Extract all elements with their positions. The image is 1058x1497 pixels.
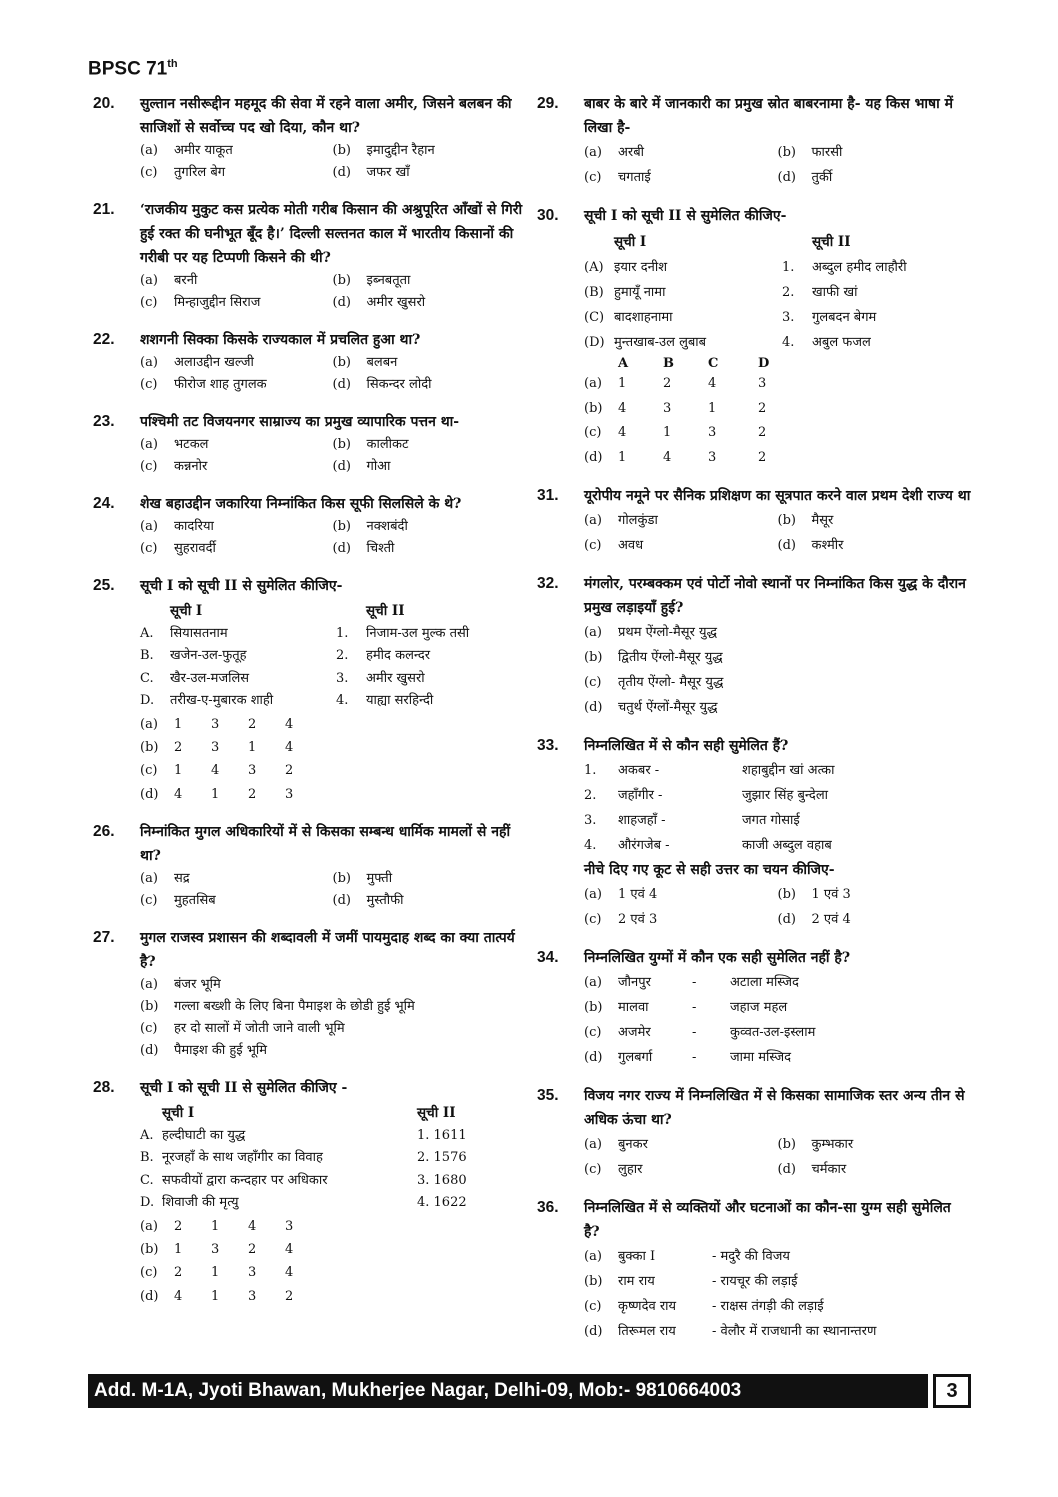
- question-text: सूची I को सूची II से सुमेलित कीजिए-: [140, 578, 343, 594]
- match-row: C. सफवीयों द्वारा कन्दहार पर अधिकार 3. 1680: [140, 1172, 467, 1188]
- list-1-heading: सूची I: [170, 603, 203, 619]
- question-number: 28.: [93, 1079, 115, 1097]
- question-text: निम्नांकित मुगल अधिकारियों में से किसका सम्बन्ध धार्मिक मामलों से नहीं था?: [140, 824, 511, 865]
- question-number: 32.: [537, 575, 559, 592]
- option-d: (d) गोआ: [332, 459, 391, 474]
- pair-list: [584, 758, 971, 858]
- code-c: (c) 1 4 3 2: [140, 763, 294, 779]
- match-row: B. नूरजहाँ के साथ जहाँगीर का विवाह 2. 1576: [140, 1150, 467, 1166]
- option-b: (b) नक्शबंदी: [332, 519, 408, 534]
- options: [584, 620, 971, 720]
- question-text: सुल्तान नसीरूद्दीन महमूद की सेवा में रहने वाला अमीर, जिसने बलबन की साजिशों से सर्वोच्च पद खो दिया, कौन था?: [140, 96, 512, 136]
- options: [140, 868, 525, 912]
- option-d: (d) चर्मकार: [777, 1162, 847, 1177]
- question-number: 26.: [93, 823, 115, 841]
- question-text: बाबर के बारे में जानकारी का प्रमुख स्रोत बाबरनामा है- यह किस भाषा में लिखा है-: [584, 96, 953, 136]
- question-number: 29.: [537, 95, 559, 112]
- options: [140, 270, 525, 314]
- option-d: (d) सिकन्दर लोदी: [332, 377, 432, 392]
- option-c: (c) चगताई: [584, 170, 651, 185]
- option-c: (c) हर दो सालों में जोती जाने वाली भूमि: [140, 1021, 345, 1037]
- option-a: (a) जौनपुर - अटाला मस्जिद: [584, 975, 799, 990]
- question-27: [93, 926, 525, 1062]
- question-22: [93, 328, 525, 396]
- code-a: (a) 1 3 2 4: [140, 716, 294, 732]
- option-d: (d) गुलबर्गा - जामा मस्जिद: [584, 1050, 792, 1065]
- question-36: [537, 1196, 971, 1344]
- option-a: (a) सद्र: [140, 871, 190, 887]
- question-number: 35.: [537, 1087, 559, 1104]
- match-row: B. खजेन-उल-फुतूह 2. हमीद कलन्दर: [140, 648, 431, 663]
- question-31: [537, 484, 971, 558]
- question-34: [537, 946, 971, 1070]
- options: [584, 508, 971, 558]
- question-text: सूची I को सूची II से सुमेलित कीजिए-: [584, 208, 787, 224]
- options: [584, 140, 971, 190]
- question-text: मुगल राजस्व प्रशासन की शब्दावली में जमीं पायमुदाह शब्द का क्या तात्पर्य है?: [140, 930, 515, 971]
- option-d: (d) जफर खाँ: [332, 165, 410, 180]
- option-b: (b) फारसी: [777, 145, 843, 160]
- options: [584, 882, 971, 932]
- option-b: (b) बलबन: [332, 355, 398, 370]
- option-a: (a) गोलकुंडा: [584, 513, 658, 528]
- code-a: (a) 2 1 4 3: [140, 1218, 294, 1234]
- pair-row: 4. औरंगजेब - काजी अब्दुल वहाब: [584, 838, 832, 853]
- page-number: 3: [933, 1374, 971, 1408]
- question-number: 34.: [537, 949, 559, 966]
- code-c: (c) 2 1 3 4: [140, 1265, 294, 1281]
- question-text: यूरोपीय नमूने पर सैनिक प्रशिक्षण का सूत्रपात करने वाल प्रथम देशी राज्य था: [584, 488, 971, 504]
- question-text: सूची I को सूची II से सुमेलित कीजिए -: [140, 1080, 348, 1097]
- option-b: (b) इब्नबतूता: [332, 273, 411, 288]
- question-21: [93, 198, 525, 314]
- pair-row: 2. जहाँगीर - जुझार सिंह बुन्देला: [584, 788, 829, 803]
- match-row: C. खैर-उल-मजलिस 3. अमीर खुसरो: [140, 670, 425, 686]
- question-text: पश्चिमी तट विजयनगर साम्राज्य का प्रमुख व्यापारिक पत्तन था-: [140, 414, 460, 430]
- question-text: शशगनी सिक्का किसके राज्यकाल में प्रचलित हुआ था?: [140, 332, 421, 348]
- match-table: [584, 230, 971, 355]
- left-column: [93, 92, 525, 1322]
- option-c: (c) तुगरिल बेग: [140, 165, 226, 180]
- question-text: शेख बहाउद्दीन जकारिया निम्नांकित किस सूफी सिलसिले के थे?: [140, 496, 462, 512]
- question-number: 31.: [537, 487, 559, 504]
- option-d: (d) कश्मीर: [777, 538, 844, 553]
- option-a: (a) बरनी: [140, 273, 198, 288]
- options: [140, 516, 525, 560]
- question-text: निम्नलिखित युग्मों में कौन एक सही सुमेलित नहीं है?: [584, 950, 851, 966]
- options: [140, 140, 525, 184]
- question-number: 33.: [537, 737, 559, 754]
- question-number: 36.: [537, 1199, 559, 1216]
- list-2-heading: सूची II: [812, 234, 851, 250]
- question-24: [93, 492, 525, 560]
- option-d: (d) 2 एवं 4: [777, 912, 851, 927]
- option-a: (a) कादरिया: [140, 519, 214, 534]
- code-c: (c) 4 1 3 2: [584, 425, 767, 440]
- option-c: (c) 2 एवं 3: [584, 912, 658, 927]
- option-d: (d) चतुर्थ ऐंग्लों-मैसूर युद्ध: [584, 700, 718, 715]
- option-c: (c) सुहरावर्दी: [140, 541, 216, 556]
- options: [140, 352, 525, 396]
- option-b: (b) द्वितीय ऐंग्लो-मैसूर युद्ध: [584, 650, 723, 665]
- question-number: 25.: [93, 577, 115, 594]
- question-number: 23.: [93, 413, 115, 430]
- option-a: (a) बुक्का I - मदुरै की विजय: [584, 1249, 790, 1264]
- options: [140, 434, 525, 478]
- question-number: 30.: [537, 207, 559, 224]
- question-number: 27.: [93, 929, 115, 947]
- question-29: [537, 92, 971, 190]
- option-a: (a) बुनकर: [584, 1137, 648, 1152]
- option-c: (c) अवध: [584, 538, 644, 553]
- question-26: [93, 820, 525, 912]
- option-d: (d) तिरूमल राय - वेलौर में राजधानी का स्थानान्तरण: [584, 1324, 877, 1339]
- code-b: (b) 4 3 1 2: [584, 400, 767, 416]
- pair-list: [584, 970, 971, 1070]
- pair-row: 3. शाहजहाँ - जगत गोसाई: [584, 813, 800, 828]
- match-table: [140, 1102, 525, 1215]
- match-row: D. शिवाजी की मृत्यु 4. 1622: [140, 1195, 467, 1211]
- option-c: (c) मुहतसिब: [140, 893, 216, 909]
- match-row: (A) इयार दनीश 1. अब्दुल हमीद लाहौरी: [584, 260, 907, 275]
- option-c: (c) लुहार: [584, 1162, 643, 1177]
- option-c: (c) कृष्णदेव राय - राक्षस तंगड़ी की लड़ाई: [584, 1299, 824, 1314]
- question-35: [537, 1084, 971, 1182]
- right-column: [537, 92, 971, 1358]
- question-28: [93, 1076, 525, 1308]
- question-text: निम्नलिखित में से व्यक्तियों और घटनाओं का कौन-सा युग्म सही सुमेलित है?: [584, 1200, 951, 1240]
- option-d: (d) अमीर खुसरो: [332, 295, 426, 310]
- option-c: (c) कन्ननोर: [140, 459, 208, 474]
- code-heading: A B C D: [618, 356, 770, 371]
- match-row: (C) बादशाहनामा 3. गुलबदन बेगम: [584, 310, 877, 325]
- option-c: (c) फीरोज शाह तुगलक: [140, 377, 267, 392]
- match-row: (B) हुमायूँ नामा 2. खाफी खां: [584, 285, 858, 300]
- match-row: A. हल्दीघाटी का युद्ध 1. 1611: [140, 1127, 467, 1143]
- match-row: A. सियासतनाम 1. निजाम-उल मुल्क तसी: [140, 625, 470, 641]
- question-33: [537, 734, 971, 932]
- option-a: (a) अमीर याकूत: [140, 143, 233, 158]
- option-a: (a) अरबी: [584, 145, 645, 160]
- option-a: (a) 1 एवं 4: [584, 887, 658, 902]
- options: [140, 974, 525, 1062]
- option-d: (d) तुर्की: [777, 170, 833, 185]
- answer-codes: [140, 1215, 525, 1309]
- option-a: (a) भटकल: [140, 437, 209, 452]
- page-header: [88, 58, 178, 80]
- exam-title: BPSC 71: [88, 58, 168, 80]
- question-text: निम्नलिखित में से कौन सही सुमेलित हैं?: [584, 738, 789, 754]
- match-row: D. तरीख-ए-मुबारक शाही 4. याह्या सरहिन्दी: [140, 693, 434, 708]
- option-b: (b) गल्ला बख्शी के लिए बिना पैमाइश के छोडी हुई भूमि: [140, 999, 415, 1015]
- option-a: (a) अलाउद्दीन खल्जी: [140, 355, 254, 370]
- option-b: (b) कुम्भकार: [777, 1137, 854, 1152]
- answer-codes: [140, 713, 525, 807]
- option-c: (c) मिन्हाजुद्दीन सिराज: [140, 295, 261, 310]
- question-number: 22.: [93, 331, 115, 348]
- options: [584, 1132, 971, 1182]
- option-b: (b) कालीकट: [332, 437, 409, 452]
- option-d: (d) मुस्तौफी: [332, 893, 404, 909]
- option-c: (c) तृतीय ऐंग्लो- मैसूर युद्ध: [584, 675, 724, 690]
- question-20: [93, 92, 525, 184]
- list-1-heading: सूची I: [614, 234, 647, 250]
- option-b: (b) मुफ्ती: [332, 871, 393, 887]
- question-number: 21.: [93, 201, 115, 218]
- code-d: (d) 4 1 2 3: [140, 786, 294, 802]
- exam-title-superscript: th: [167, 58, 178, 70]
- list-2-heading: सूची II: [366, 603, 405, 619]
- code-a: (a) 1 2 4 3: [584, 376, 767, 391]
- code-b: (b) 2 3 1 4: [140, 739, 294, 755]
- question-text: विजय नगर राज्य में निम्नलिखित में से किसका सामाजिक स्तर अन्य तीन से अधिक ऊंचा था?: [584, 1088, 965, 1128]
- question-number: 20.: [93, 95, 115, 112]
- option-b: (b) मैसूर: [777, 513, 834, 528]
- option-a: (a) प्रथम ऐंग्लो-मैसूर युद्ध: [584, 625, 717, 640]
- match-row: (D) मुन्तखाब-उल लुबाब 4. अबुल फजल: [584, 335, 871, 350]
- instruction-text: नीचे दिए गए कूट से सही उत्तर का चयन कीजिए-: [584, 862, 835, 878]
- question-32: [537, 572, 971, 720]
- option-d: (d) पैमाइश की हुई भूमि: [140, 1043, 268, 1059]
- match-table: [140, 600, 525, 713]
- list-2-heading: सूची II: [417, 1105, 456, 1122]
- code-b: (b) 1 3 2 4: [140, 1242, 294, 1258]
- question-30: [537, 204, 971, 470]
- pair-row: 1. अकबर - शहाबुद्दीन खां अत्का: [584, 763, 835, 778]
- question-text: मंगलोर, परम्बक्कम एवं पोर्टो नोवो स्थानों पर निम्नांकित किस युद्ध के दौरान प्रमुख लड़ाइयाँ हुई?: [584, 576, 966, 616]
- option-b: (b) इमादुद्दीन रैहान: [332, 143, 435, 158]
- footer-address: Add. M-1A, Jyoti Bhawan, Mukherjee Nagar, Delhi-09, Mob:- 9810664003: [88, 1374, 928, 1408]
- option-d: (d) चिश्ती: [332, 541, 395, 556]
- option-b: (b) मालवा - जहाज महल: [584, 1000, 788, 1015]
- question-25: [93, 574, 525, 806]
- option-b: (b) राम राय - रायचूर की लड़ाई: [584, 1274, 798, 1289]
- option-b: (b) 1 एवं 3: [777, 887, 851, 902]
- question-23: [93, 410, 525, 478]
- question-number: 24.: [93, 495, 115, 512]
- code-d: (d) 1 4 3 2: [584, 449, 767, 465]
- list-1-heading: सूची I: [162, 1105, 195, 1122]
- code-d: (d) 4 1 3 2: [140, 1288, 294, 1304]
- option-c: (c) अजमेर - कुव्वत-उल-इस्लाम: [584, 1025, 816, 1040]
- answer-codes: [584, 355, 971, 470]
- option-a: (a) बंजर भूमि: [140, 977, 221, 993]
- question-text: ‘राजकीय मुकुट कस प्रत्येक मोती गरीब किसान की अश्रुपूरित आँखों से गिरी हुई रक्त की घनीभूत बूँद है।’ दिल्ली सल्तनत काल में भारतीय किसानों की गरीबी पर यह टिप्पणी किसने की थी?: [140, 202, 523, 266]
- pair-list: [584, 1244, 971, 1344]
